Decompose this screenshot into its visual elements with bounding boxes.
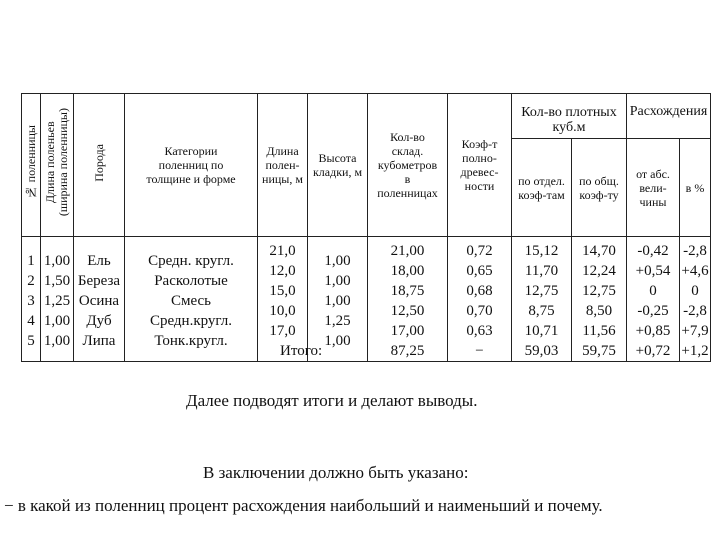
cell-category: Средн. кругл. [148,253,234,269]
cell-species: Осина [78,293,120,309]
cell-length: 17,0 [269,323,296,339]
header-log-length-line2: (ширина поленницы) [56,108,70,217]
header-col-height [308,94,368,237]
cell-diff-abs: 0 [649,283,657,299]
cell-num: 2 [27,273,35,289]
cell-num: 1 [27,253,35,269]
cell-diff-pct: 0 [691,283,699,299]
header-col-diff-pct-label: в % [685,180,705,195]
totals-stacked: 87,25 [390,343,425,359]
cell-length: 10,0 [269,303,296,319]
cell-dense-gen: 12,75 [582,283,616,299]
totals-coef: − [475,343,484,359]
cell-height: 1,00 [324,273,351,289]
col-stacked-values [368,237,448,362]
header-group-diff-label: Расхождения [629,104,708,119]
cell-length: 15,0 [269,283,296,299]
header-col-dense-sep [512,139,572,237]
header-col-coef-label: Коэф-т полно-древес-ности [460,137,499,193]
header-col-log-length-label [44,108,70,216]
totals-diff-pct: +1,2 [681,343,709,359]
col-dense-gen-values [572,237,627,362]
cell-dense-sep: 11,70 [524,263,559,279]
cell-dense-gen: 11,56 [582,323,616,339]
header-log-length-line1: Длина поленьев [43,121,57,204]
cell-len: 1,50 [43,273,71,289]
cell-height: 1,00 [324,253,351,269]
col-diff-abs-values [627,237,680,362]
col-coef-values [448,237,512,362]
header-col-dense-gen-label: по общ. коэф-ту [579,173,619,202]
header-col-category [125,94,258,237]
header-col-diff-pct [680,139,711,237]
cell-dense-gen: 14,70 [582,243,616,259]
cell-dense-sep: 8,75 [528,303,555,319]
cell-num: 3 [27,293,35,309]
cell-length: 21,0 [269,243,296,259]
cell-species: Липа [82,333,116,349]
cell-dense-sep: 12,75 [524,283,559,299]
header-col-stacked-label: Кол-во склад. кубометров в поленницах [377,130,438,200]
cell-coef: 0,72 [466,243,493,259]
cell-stacked: 12,50 [390,303,425,319]
header-col-num [22,94,41,237]
col-num-values [22,237,41,362]
header-group-dense [512,94,627,139]
cell-len: 1,00 [43,313,71,329]
header-group-dense-label: Кол-во плотных куб.м [521,105,617,136]
cell-len: 1,25 [43,293,71,309]
header-col-category-label: Категории поленниц по толщине и форме [146,144,236,186]
conclusion-intro: Далее подводят итоги и делают выводы. [186,391,478,410]
header-col-dense-sep-label: по отдел. коэф-там [518,173,565,202]
cell-species: Ель [87,253,111,269]
header-col-height-label: Высота кладки, м [312,151,363,179]
cell-coef: 0,70 [466,303,493,319]
cell-num: 4 [27,313,35,329]
conclusion-item: − в какой из поленниц процент расхождения наибольший и наименьший и почему. [4,496,603,515]
col-diff-pct-values [680,237,711,362]
cell-coef: 0,65 [466,263,493,279]
totals-dense-gen: 59,75 [582,343,616,359]
cell-category: Средн.кругл. [149,313,233,329]
cell-species: Береза [77,273,121,289]
cell-coef: 0,68 [466,283,493,299]
header-col-stacked [368,94,448,237]
header-col-dense-gen [572,139,627,237]
header-group-diff [627,94,711,139]
header-col-length [258,94,308,237]
cell-height: 1,25 [324,313,351,329]
header-col-species-label: Порода [91,143,106,182]
col-len-values [41,237,74,362]
cell-num: 5 [27,333,35,349]
cell-stacked: 18,00 [390,263,425,279]
cell-diff-pct: -2,8 [683,303,707,319]
cell-dense-sep: 15,12 [524,243,559,259]
cell-species: Дуб [86,313,112,329]
cell-diff-abs: -0,42 [637,243,669,259]
cell-category: Тонк.кругл. [154,333,228,349]
cell-diff-abs: +0,85 [635,323,671,339]
totals-label: Итого: [280,343,323,359]
header-col-log-length [41,94,74,237]
cell-diff-pct: -2,8 [683,243,707,259]
woodpile-table [21,93,711,362]
cell-dense-gen: 8,50 [585,303,613,319]
cell-stacked: 21,00 [390,243,425,259]
totals-dense-sep: 59,03 [524,343,559,359]
cell-diff-abs: +0,54 [635,263,671,279]
cell-category: Расколотые [154,273,228,289]
conclusion-requirement: В заключении должно быть указано: [203,463,469,482]
cell-diff-pct: +4,6 [681,263,709,279]
totals-diff-abs: +0,72 [635,343,671,359]
cell-height: 1,00 [324,333,351,349]
cell-height: 1,00 [324,293,351,309]
cell-coef: 0,63 [466,323,493,339]
cell-len: 1,00 [43,253,71,269]
cell-diff-abs: -0,25 [637,303,669,319]
col-species-values [74,237,125,362]
col-length-values [258,237,323,362]
col-category-values [125,237,258,362]
cell-stacked: 17,00 [390,323,425,339]
header-col-coef [448,94,512,237]
header-col-num-label: № поленницы [23,125,38,200]
cell-diff-pct: +7,9 [681,323,709,339]
cell-dense-gen: 12,24 [582,263,616,279]
header-col-diff-abs [627,139,680,237]
cell-length: 12,0 [269,263,296,279]
cell-stacked: 18,75 [390,283,425,299]
col-dense-sep-values [512,237,572,362]
cell-len: 1,00 [43,333,71,349]
header-col-diff-abs-label: от абс. вели-чины [636,166,670,209]
header-col-length-label: Длина полен-ницы, м [262,144,303,186]
header-col-species [74,94,125,237]
cell-dense-sep: 10,71 [524,323,559,339]
cell-category: Смесь [170,293,212,309]
